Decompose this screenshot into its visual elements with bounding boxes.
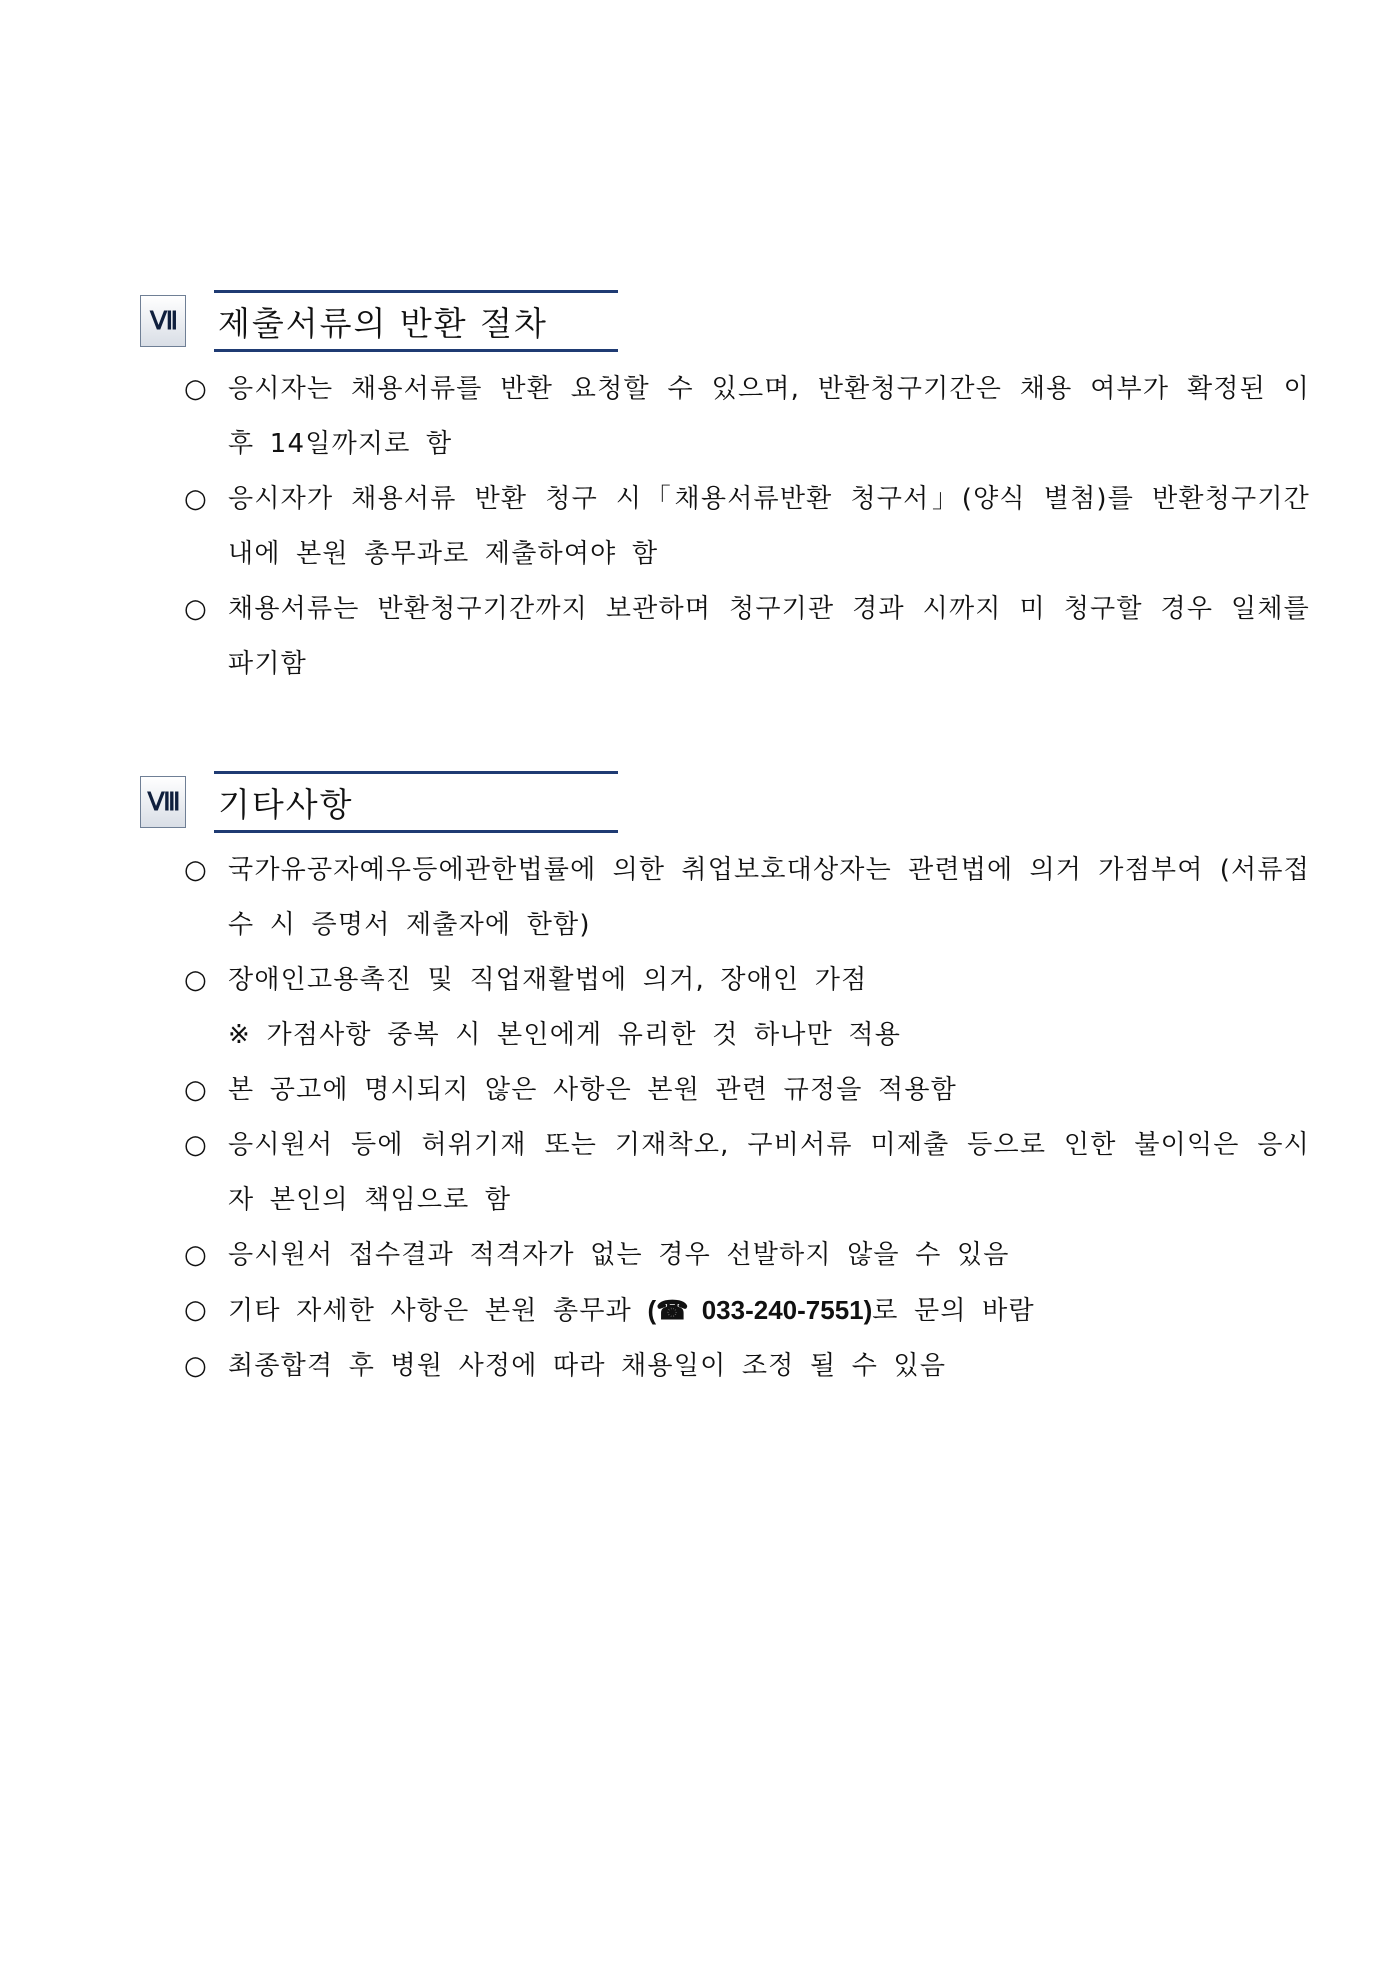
section-numeral: Ⅷ: [140, 776, 186, 828]
contact-suffix: 로 문의 바람: [872, 1296, 1035, 1326]
item-text: 장애인고용촉진 및 직업재활법에 의거, 장애인 가점: [228, 965, 868, 995]
list-item: [140, 1339, 1310, 1394]
item-text: 본 공고에 명시되지 않은 사항은 본원 관련 규정을 적용함: [228, 1075, 957, 1105]
section-title-frame: [214, 771, 618, 833]
item-text: 최종합격 후 병원 사정에 따라 채용일이 조정 될 수 있음: [228, 1351, 947, 1381]
section-title: 제출서류의 반환 절차: [218, 303, 548, 343]
item-text: 응시원서 접수결과 적격자가 없는 경우 선발하지 않을 수 있음: [228, 1240, 1010, 1270]
circle-bullet-icon: ○: [184, 855, 208, 885]
list-item: [140, 843, 1310, 953]
item-text: 응시자는 채용서류를 반환 요청할 수 있으며, 반환청구기간은 채용 여부가 확정된 이후 14일까지로 함: [228, 374, 1310, 459]
item-list: [140, 843, 1310, 1394]
circle-bullet-icon: ○: [184, 1130, 208, 1160]
note-text: ※ 가점사항 중복 시 본인에게 유리한 것 하나만 적용: [228, 1020, 902, 1050]
list-item: [140, 1228, 1310, 1283]
circle-bullet-icon: ○: [184, 1240, 208, 1270]
section-numeral: Ⅶ: [140, 295, 186, 347]
section-title: 기타사항: [218, 784, 354, 824]
section-header: [140, 290, 1310, 360]
circle-bullet-icon: ○: [184, 1351, 208, 1381]
list-item: [140, 1063, 1310, 1118]
circle-bullet-icon: ○: [184, 1295, 208, 1325]
contact-phone: (☎ 033-240-7551): [647, 1295, 873, 1325]
item-text: 응시원서 등에 허위기재 또는 기재착오, 구비서류 미제출 등으로 인한 불이익은 응시자 본인의 책임으로 함: [228, 1130, 1310, 1215]
item-text: 채용서류는 반환청구기간까지 보관하며 청구기관 경과 시까지 미 청구할 경우 일체를 파기함: [228, 594, 1310, 679]
list-item: [140, 362, 1310, 472]
section-header: [140, 771, 1310, 841]
list-item: [140, 1118, 1310, 1228]
list-item: [140, 582, 1310, 692]
circle-bullet-icon: ○: [184, 1075, 208, 1105]
item-list: [140, 362, 1310, 692]
list-item: [140, 953, 1310, 1008]
circle-bullet-icon: ○: [184, 484, 208, 514]
circle-bullet-icon: ○: [184, 594, 208, 624]
contact-prefix: 기타 자세한 사항은 본원 총무과: [228, 1296, 648, 1326]
item-text: 국가유공자예우등에관한법률에 의한 취업보호대상자는 관련법에 의거 가점부여 (서류접수 시 증명서 제출자에 한함): [228, 855, 1310, 940]
item-text: 응시자가 채용서류 반환 청구 시「채용서류반환 청구서」(양식 별첨)를 반환청구기간 내에 본원 총무과로 제출하여야 함: [228, 484, 1310, 569]
circle-bullet-icon: ○: [184, 374, 208, 404]
list-item: [140, 472, 1310, 582]
section-title-frame: [214, 290, 618, 352]
circle-bullet-icon: ○: [184, 965, 208, 995]
section-return-procedure: [140, 290, 1310, 692]
section-other-matters: [140, 771, 1310, 1394]
list-item-contact: [140, 1283, 1310, 1339]
